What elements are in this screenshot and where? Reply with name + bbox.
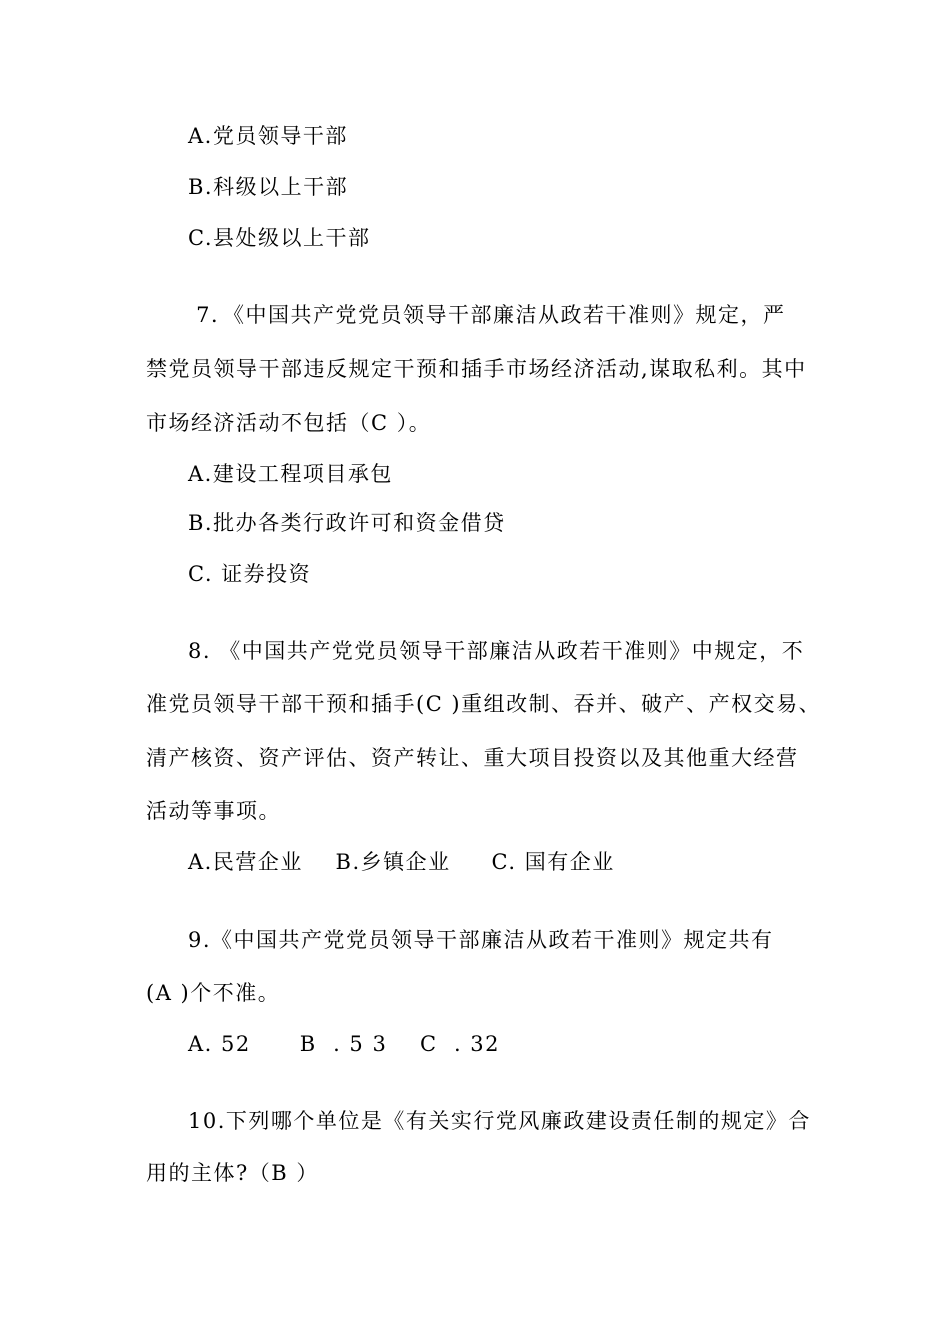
question-8-line-2: 准党员领导干部干预和插手(C )重组改制、吞并、破产、产权交易、 <box>146 692 822 716</box>
options-9: A. 52 B . 5 3 C . 32 <box>188 1032 501 1056</box>
option-6a: A.党员领导干部 <box>188 124 348 148</box>
question-7-line-1: 7．《中国共产党党员领导干部廉洁从政若干准则》规定，严 <box>188 303 786 327</box>
options-8: A.民营企业 B.乡镇企业 C. 国有企业 <box>188 850 615 874</box>
option-7a: A.建设工程项目承包 <box>188 462 393 486</box>
option-7b: B.批办各类行政许可和资金借贷 <box>188 511 506 535</box>
question-8-line-1: 8. 《中国共产党党员领导干部廉洁从政若干准则》中规定，不 <box>188 639 805 663</box>
question-9-line-1: 9.《中国共产党党员领导干部廉洁从政若干准则》规定共有 <box>188 928 774 952</box>
option-6c: C.县处级以上干部 <box>188 226 371 250</box>
question-8-line-4: 活动等事项。 <box>146 799 281 823</box>
question-9-line-2: (A )个不准。 <box>146 981 281 1005</box>
question-7-line-3: 市场经济活动不包括（C ）。 <box>146 411 432 435</box>
question-10-line-2: 用的主体?（B ） <box>146 1161 319 1185</box>
option-7c: C. 证券投资 <box>188 562 312 586</box>
question-8-line-3: 清产核资、资产评估、资产转让、重大项目投资以及其他重大经营 <box>146 746 799 770</box>
question-7-line-2: 禁党员领导干部违反规定干预和插手市场经济活动,谋取私利。其中 <box>146 357 807 381</box>
option-6b: B.科级以上干部 <box>188 175 349 199</box>
question-10-line-1: 10.下列哪个单位是《有关实行党风廉政建设责任制的规定》合 <box>188 1109 811 1133</box>
